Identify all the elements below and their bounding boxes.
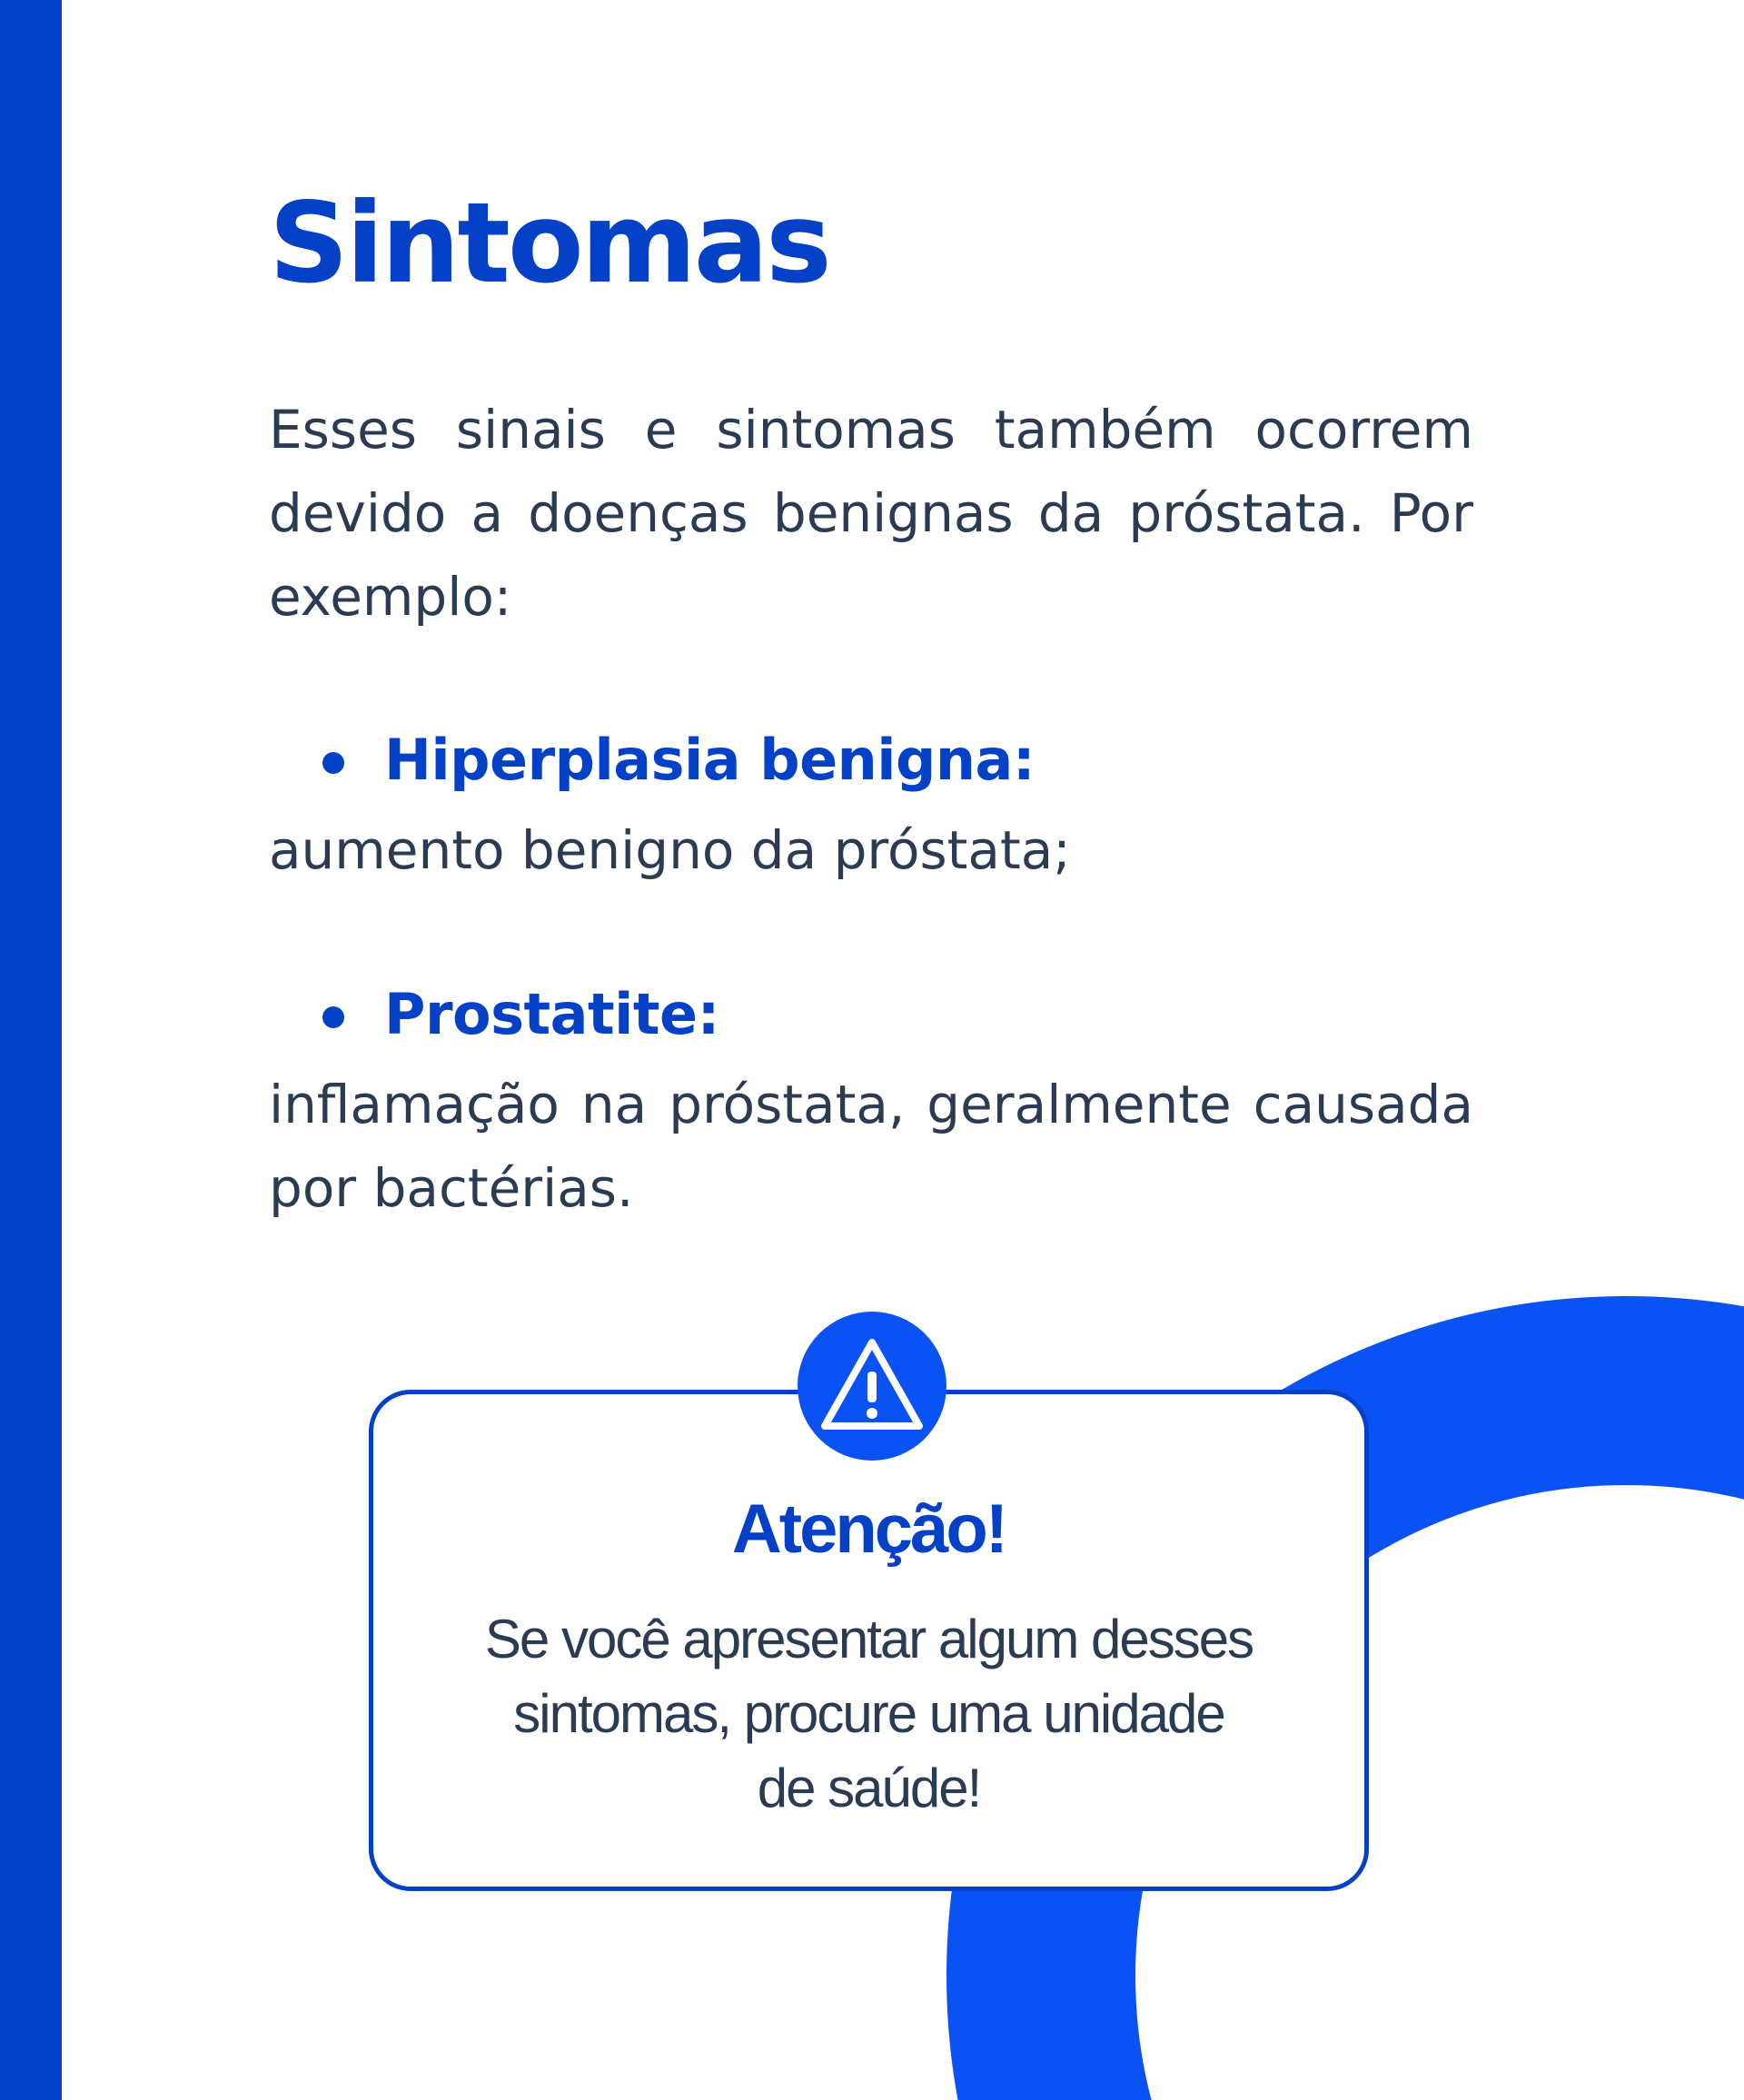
warning-triangle-icon <box>798 1312 946 1461</box>
alert-message <box>369 1602 1369 1826</box>
page-title: Sintomas <box>269 179 829 308</box>
list-item-description: aumento benigno da próstata; <box>269 819 1071 881</box>
alert-message-line: Se você apresentar algum desses <box>484 1609 1254 1669</box>
warning-triangle-glyph <box>818 1332 926 1441</box>
intro-paragraph: Esses sinais e sintomas também ocorrem devido a doenças benignas da próstata. Por exemplo: <box>269 399 1473 628</box>
list-item-description: inflamação na próstata, geralmente causada por bactérias. <box>269 1074 1473 1219</box>
alert-message-line: de saúde! <box>757 1758 981 1818</box>
term-label: Prostatite: <box>384 981 719 1047</box>
bullet-dot-icon <box>322 752 344 774</box>
term-label: Hiperplasia benigna: <box>384 727 1036 793</box>
alert-title: Atenção! <box>731 1491 1006 1568</box>
alert-message-line: sintomas, procure uma unidade <box>513 1683 1224 1744</box>
list-item-term <box>325 727 1035 794</box>
bullet-dot-icon <box>322 1006 344 1028</box>
list-item-term <box>325 981 719 1048</box>
